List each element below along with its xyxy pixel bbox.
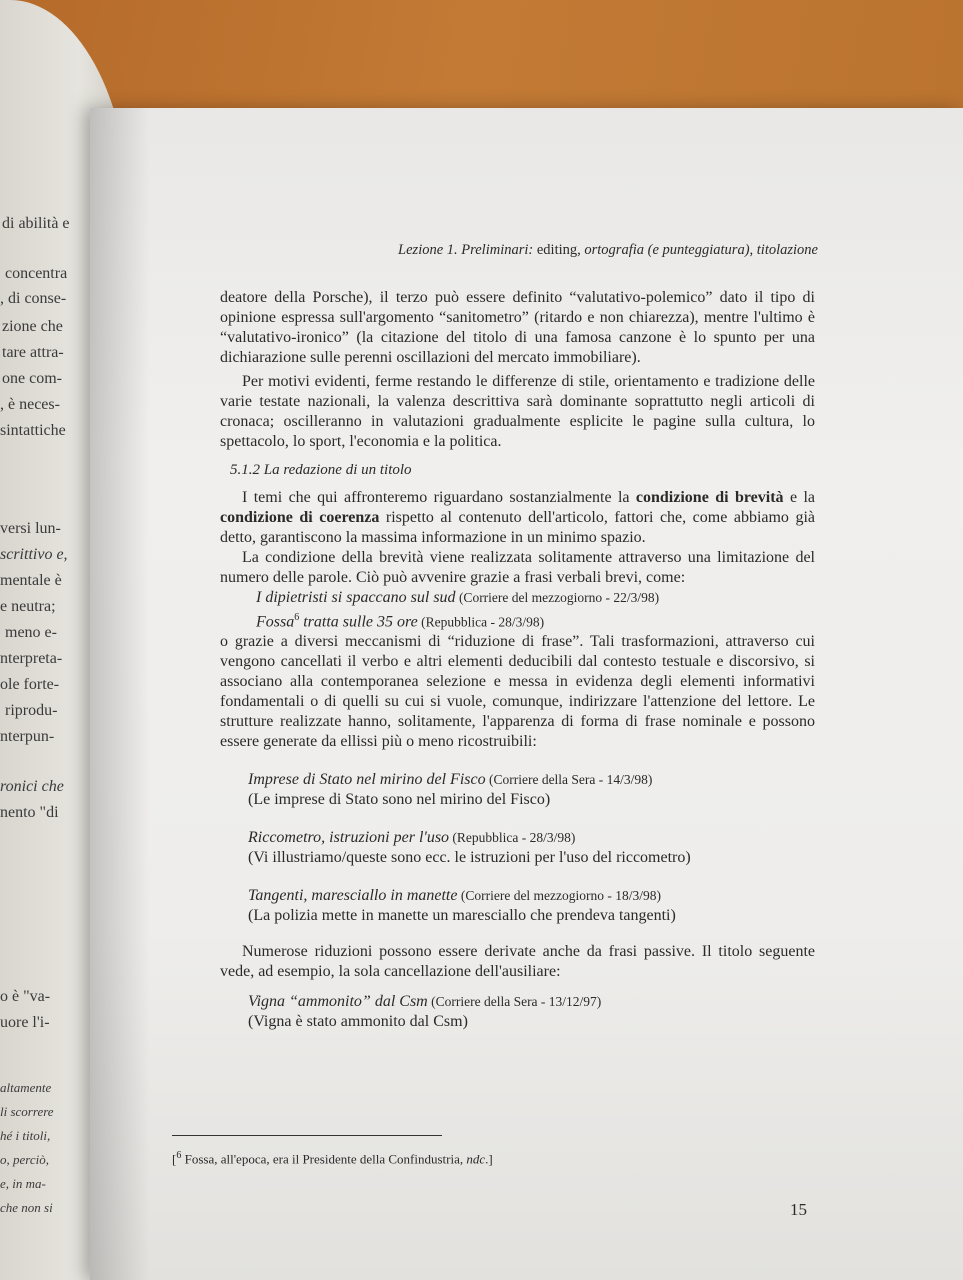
left-fragment: meno e-	[5, 624, 57, 641]
example-headline	[248, 886, 815, 926]
left-fragment: o è "va-	[0, 988, 51, 1005]
headline-title: Tangenti, maresciallo in manette	[248, 887, 458, 905]
left-fragment: li scorrere	[0, 1104, 54, 1119]
left-fragment: e, in ma-	[0, 1176, 46, 1191]
headline-paraphrase: (Vi illustriamo/queste sono ecc. le istruzioni per l'uso del riccometro)	[248, 849, 691, 867]
example-headline	[248, 992, 815, 1032]
footnote-ref: 6	[294, 612, 300, 623]
paragraph: La condizione della brevità viene realizzata solitamente attraverso una limitazione del numero delle parole. Ciò può avvenire grazie a frasi verbali brevi, come:	[220, 549, 815, 586]
headline-source: (Repubblica - 28/3/98)	[417, 614, 545, 630]
paragraph: Per motivi evidenti, ferme restando le differenze di stile, orientamento e tradizione delle varie testate nazionali, la valenza descrittiva sarà dominante soprattutto negli articoli di cronaca; oscilleranno in valutazioni gradualmente esplicite le pagine sulla cultura, lo spettacolo, lo sport, l'economia e la politica.	[220, 373, 815, 450]
footnote-number: 6	[176, 1150, 182, 1161]
headline-source: (Corriere del mezzogiorno - 18/3/98)	[457, 888, 662, 904]
footnote-rule	[172, 1135, 442, 1136]
example-headline	[248, 828, 815, 868]
footnote-bracket: [	[172, 1151, 177, 1167]
paragraph: Numerose riduzioni possono essere derivate anche da frasi passive. Il titolo seguente vede, ad esempio, la sola cancellazione dell'ausiliare:	[220, 943, 815, 981]
headline-paraphrase: (Le imprese di Stato sono nel mirino del Fisco)	[248, 791, 551, 809]
headline-title: Vigna “ammonito” dal Csm	[248, 993, 428, 1011]
subsection-heading: 5.1.2 La redazione di un titolo	[230, 462, 412, 478]
left-fragment: tare attra-	[2, 344, 64, 361]
left-fragment: riprodu-	[5, 702, 58, 719]
example-headline	[248, 770, 815, 810]
left-fragment: altamente	[0, 1080, 52, 1095]
footnote-text: Fossa, all'epoca, era il Presidente della Confindustria,	[181, 1151, 467, 1167]
bold-term: condizione di brevità	[635, 489, 784, 506]
headline-source: (Repubblica - 28/3/98)	[449, 830, 576, 846]
left-fragment: ole forte-	[0, 676, 60, 693]
left-fragment: mentale è	[0, 572, 62, 589]
running-head-part: , ortografia (e punteggiatura), titolazione	[577, 242, 818, 258]
headline-title: I dipietristi si spaccano sul sud	[256, 589, 456, 606]
footnote-abbreviation: ndc	[466, 1151, 486, 1167]
example-headline	[256, 588, 815, 608]
running-head-part: editing	[536, 242, 578, 258]
left-fragment: che non si	[0, 1200, 53, 1215]
left-fragment: , di conse-	[0, 290, 67, 307]
running-head-part: Lezione 1. Preliminari:	[398, 242, 537, 258]
headline-title: tratta sulle 35 ore	[299, 613, 418, 631]
text-run: rispetto al contenuto dell'articolo, fattori che, come abbiamo già detto, garantiscono la massima informazione in un minimo spazio.	[220, 509, 815, 546]
headline-title: Fossa	[256, 613, 295, 631]
left-fragment: zione che	[2, 318, 63, 335]
left-fragment: hé i titoli,	[0, 1128, 51, 1143]
paragraph: deatore della Porsche), il terzo può essere definito “valutativo-polemico” dato il tipo di opinione espressa sull'argomento “sanitometro” (ritardo e non chiarezza), mentre l'ultimo è “valutativo-ironico” (la citazione del titolo di una famosa canzone è lo spunto per una dichiarazione sulle perenni oscillazioni del mercato immobiliare).	[220, 289, 815, 366]
headline-paraphrase: (La polizia mette in manette un maresciallo che prendeva tangenti)	[248, 907, 676, 925]
left-fragment: e neutra;	[0, 598, 56, 615]
headline-source: (Corriere della Sera - 13/12/97)	[427, 994, 602, 1010]
left-fragment: uore l'i-	[0, 1014, 50, 1031]
left-fragment: concentra	[5, 265, 68, 282]
headline-title: Riccometro, istruzioni per l'uso	[248, 829, 450, 847]
left-fragment: one com-	[2, 370, 62, 387]
left-fragment: versi lun-	[0, 520, 61, 537]
left-fragment: sintattiche	[0, 422, 66, 439]
left-fragment: nterpreta-	[0, 650, 63, 667]
left-fragment: nento "di	[0, 804, 59, 821]
spine-shadow	[90, 108, 150, 1280]
bold-term: condizione di coerenza	[220, 509, 380, 526]
paragraph	[220, 488, 815, 548]
headline-paraphrase: (Vigna è stato ammonito dal Csm)	[248, 1013, 468, 1031]
left-fragment: , è neces-	[0, 396, 60, 413]
left-fragment: o, perciò,	[0, 1152, 49, 1167]
text-run: e la	[783, 489, 816, 506]
left-fragment: nterpun-	[0, 728, 55, 745]
headline-source: (Corriere della Sera - 14/3/98)	[485, 772, 653, 788]
footnote-bracket: .]	[485, 1151, 493, 1167]
left-fragment: di abilità e	[2, 215, 70, 232]
page-number: 15	[790, 1200, 807, 1219]
text-run: I temi che qui affronteremo riguardano sostanzialmente la	[242, 489, 636, 506]
page-body	[220, 288, 815, 1032]
headline-source: (Corriere del mezzogiorno - 22/3/98)	[455, 590, 660, 605]
running-head	[330, 242, 818, 259]
left-fragment: scrittivo e,	[0, 546, 68, 563]
headline-title: Imprese di Stato nel mirino del Fisco	[248, 771, 486, 789]
footnote	[172, 1150, 493, 1167]
example-headline	[256, 608, 815, 632]
paragraph: o grazie a diversi meccanismi di “riduzione di frase”. Tali trasformazioni, attraverso cui vengono cancellati il verbo e altri elementi deducibili dal contesto testuale e discorsivo, si associano alla contemporanea selezione e messa in evidenza degli elementi informativi fondamentali o di quelli su cui si vuole, comunque, indirizzare l'attenzione del lettore. Le strutture realizzate hanno, solitamente, l'apparenza di forma di frase nominale e possono essere generate da ellissi più o meno ricostruibili:	[220, 633, 815, 751]
left-fragment: ronici che	[0, 778, 64, 795]
